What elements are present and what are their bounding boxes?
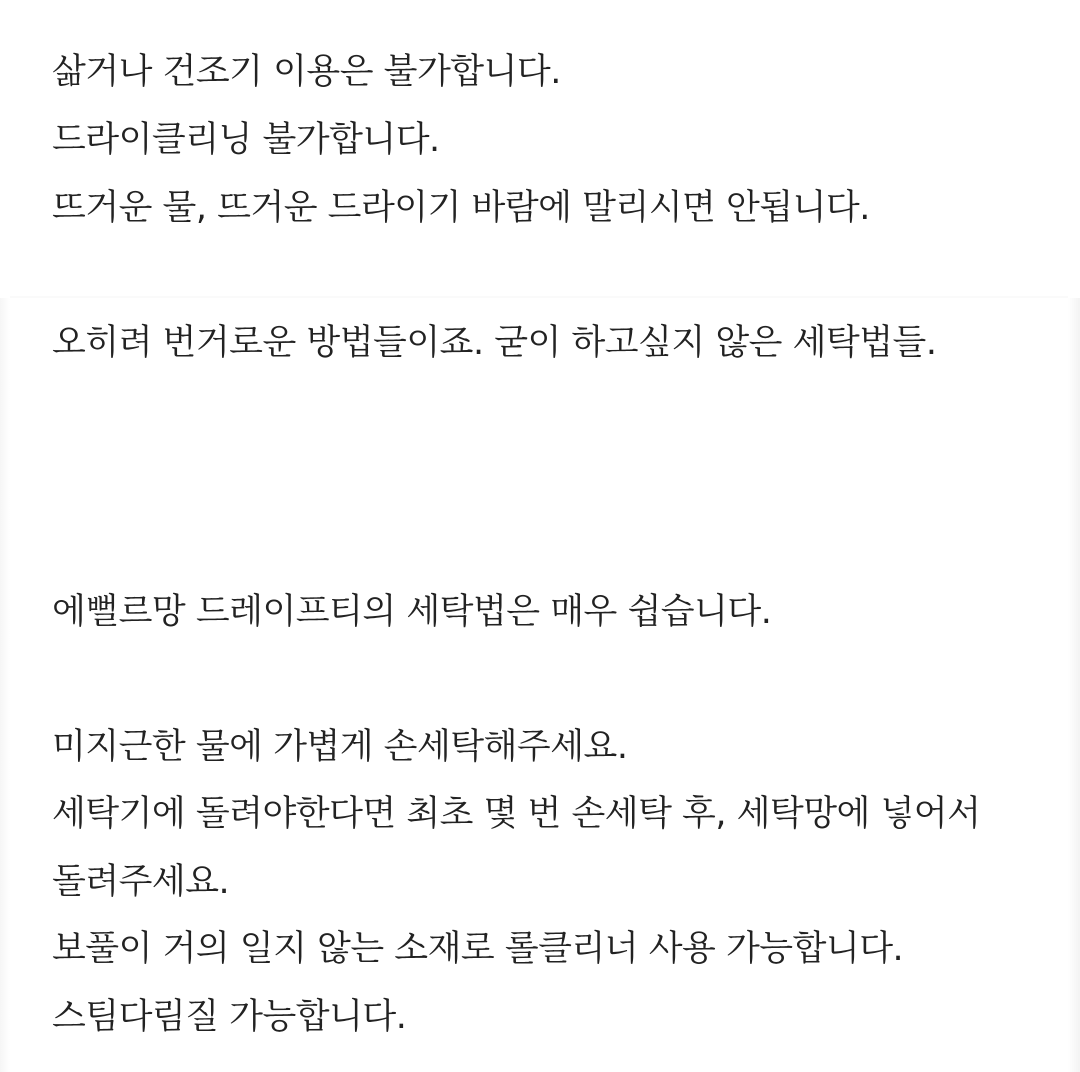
instruction-line-1: 미지근한 물에 가볍게 손세탁해주세요. — [52, 727, 628, 767]
intro-line: 에뻘르망 드레이프티의 세탁법은 매우 쉽습니다. — [52, 592, 772, 632]
card-edge-right — [1068, 298, 1080, 1072]
card-edge-top — [10, 296, 1068, 298]
warning-line-2: 드라이클리닝 불가합니다. — [52, 120, 440, 160]
instruction-line-3: 돌려주세요. — [52, 862, 230, 902]
warning-line-1: 삶거나 건조기 이용은 불가합니다. — [52, 52, 561, 92]
instruction-line-2: 세탁기에 돌려야한다면 최초 몇 번 손세탁 후, 세탁망에 넣어서 — [52, 794, 981, 834]
instruction-line-5: 스팀다림질 가능합니다. — [52, 997, 407, 1037]
warning-line-3: 뜨거운 물, 뜨거운 드라이기 바람에 말리시면 안됩니다. — [52, 188, 870, 228]
note-line: 오히려 번거로운 방법들이죠. 굳이 하고싶지 않은 세탁법들. — [52, 323, 937, 363]
card-edge-left — [0, 298, 10, 1072]
instruction-line-4: 보풀이 거의 일지 않는 소재로 롤클리너 사용 가능합니다. — [52, 929, 904, 969]
